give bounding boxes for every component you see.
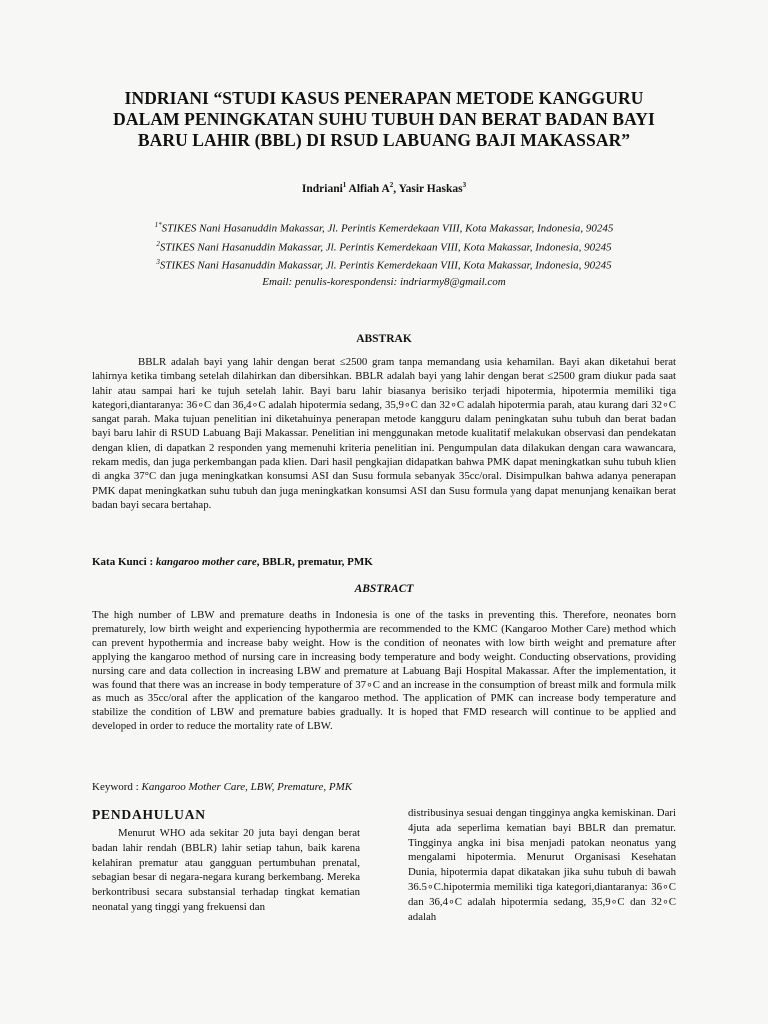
keyword-label: Keyword : [92,781,142,793]
abstrak-section [92,355,676,512]
affiliation-line [0,237,768,256]
keyword-line [92,781,676,793]
author-sup: 2 [389,181,394,189]
affiliation-sup: 1* [154,221,162,229]
right-column [408,806,676,924]
affiliation-text: STIKES Nani Hasanuddin Makassar, Jl. Perintis Kemerdekaan VIII, Kota Makassar, Indonesia, 90245 [159,259,612,272]
author-name: Alfiah A [346,182,390,195]
kata-kunci-italic: kangaroo mother care [155,556,257,568]
left-column [92,807,360,915]
affiliation-text: STIKES Nani Hasanuddin Makassar, Jl. Perintis Kemerdekaan VIII, Kota Makassar, Indonesia, 90245 [161,222,614,235]
kata-kunci-line [92,556,676,568]
corresponding-email: Email: penulis-korespondensi: indriarmy8@gmail.com [262,276,506,288]
affiliation-line [0,255,768,274]
pendahuluan-paragraph-continued: distribusinya sesuai dengan tingginya angka kemiskinan. Dari 4juta ada seperlima kematian bayi BBLR dan prematur. Tingginya angka ini bisa menjadi patokan neonatus yang mengalami hipotermia. Menurut Organisasi Kesehatan Dunia, hipotermia dapat dikatakan jika suhu tubuh di bawah 36.5∘C.hipotermia memiliki tiga kategori,diantaranya: 36∘C dan 36,4∘C adalah hipotermia sedang, 35,9∘C dan 32∘C adalah [408,807,676,923]
affiliations [0,218,768,274]
paper-title: INDRIANI “STUDI KASUS PENERAPAN METODE KANGGURU DALAM PENINGKATAN SUHU TUBUH DAN BERAT BADAN BAYI BARU LAHIR (BBL) DI RSUD LABUANG BAJI MAKASSAR” [113,88,655,150]
section-heading-pendahuluan: PENDAHULUAN [92,807,206,822]
keyword-italic: Kangaroo Mother Care, LBW, Premature, PMK [141,781,353,793]
author-sup: 3 [462,181,467,189]
author-name: , Yasir Haskas [393,182,463,195]
abstract-section [92,609,676,734]
kata-kunci-label: Kata Kunci : [92,556,156,568]
author-line [0,181,768,195]
affiliation-sup: 3 [156,258,160,267]
author-name: Indriani [301,182,343,195]
abstrak-paragraph: BBLR adalah bayi yang lahir dengan berat ≤2500 gram tanpa memandang usia kehamilan. Bayi akan diketahui berat lahirnya ketika timbang setelah dilahirkan dan dibersihkan. BBLR adalah bayi yang lahir dengan berat ≤2500 gram diukur pada saat lahir atau sampai hari ke tujuh setelah lahir. Bayi baru lahir biasanya berisiko terjadi hipotermia, hipotermia memiliki tiga kategori,diantaranya: 36∘C dan 36,4∘C adalah hipotermia sedang, 35,9∘C dan 32∘C adalah hipotermia parah, atau kurang dari 32∘C sangat parah. Maka tujuan penelitian ini diketahuinya penerapan metode kangguru dalam peningkatan suhu tubuh dan berat badan bayi baru lahir di RSUD Labuang Baji Makassar. Penelitian ini menggunakan metode kualitatif melakukan observasi dan pendekatan dengan klien, di dapatkan 2 responden yang memenuhi kriteria penelitian ini. Pengumpulan data dilakukan dengan cara wawancara, rekam medis, dan juga perkembangan pada klien. Dari hasil pengkajian didapatkan bahwa PMK dapat meningkatkan suhu tubuh klien di angka 37°C dan juga meningkatkan konsumsi ASI dan Susu formula sebanyak 35cc/oral. Disimpulkan bahwa adanya penerapan PMK dapat meningkatkan suhu tubuh dan juga meningkatkan konsumsi ASI dan Susu formula yang dapat menunjang kenaikan berat badan bayi secara bertahap. [92,356,676,511]
abstract-heading: ABSTRACT [354,583,414,595]
abstrak-heading: ABSTRAK [356,333,412,345]
kata-kunci-rest: , BBLR, prematur, PMK [256,556,373,568]
pendahuluan-paragraph: Menurut WHO ada sekitar 20 juta bayi dengan berat badan lahir rendah (BBLR) lahir setiap tahun, baik karena kelahiran prematur atau gangguan pertumbuhan prenatal, sebagian besar di negara-negara kurang berkembang. Mereka berkontribusi secara substansial terhadap tingkat kematian neonatal yang tinggi yang frekuensi dan [92,827,360,913]
author-sup: 1 [342,181,347,189]
affiliation-line [0,218,768,237]
abstract-paragraph: The high number of LBW and premature deaths in Indonesia is one of the tasks in preventing this. Therefore, neonates born prematurely, low birth weight and experiencing hypothermia are recommended to the KMC (Kangaroo Mother Care) method which can prevent hypothermia and increase baby weight. How is the condition of neonates with low birth weight and premature after applying the kangaroo method of nursing care in increasing body temperature and body weight. Conducting observations, providing nursing care and data collection in increasing LBW and premature at Labuang Baji Hospital Makassar. After the implementation, it was found that there was an increase in body temperature of 37∘C and an increase in the consumption of breast milk and formula milk as much as 35cc/oral after the application of the kangaroo method. The application of PMK can increase body temperature and stabilize the condition of LBW and premature babies gradually. It is hoped that FMD research will continue to be applied and developed in order to reduce the mortality rate of LBW. [92,609,676,733]
affiliation-text: STIKES Nani Hasanuddin Makassar, Jl. Perintis Kemerdekaan VIII, Kota Makassar, Indonesia, 90245 [159,241,612,254]
affiliation-sup: 2 [156,239,160,248]
